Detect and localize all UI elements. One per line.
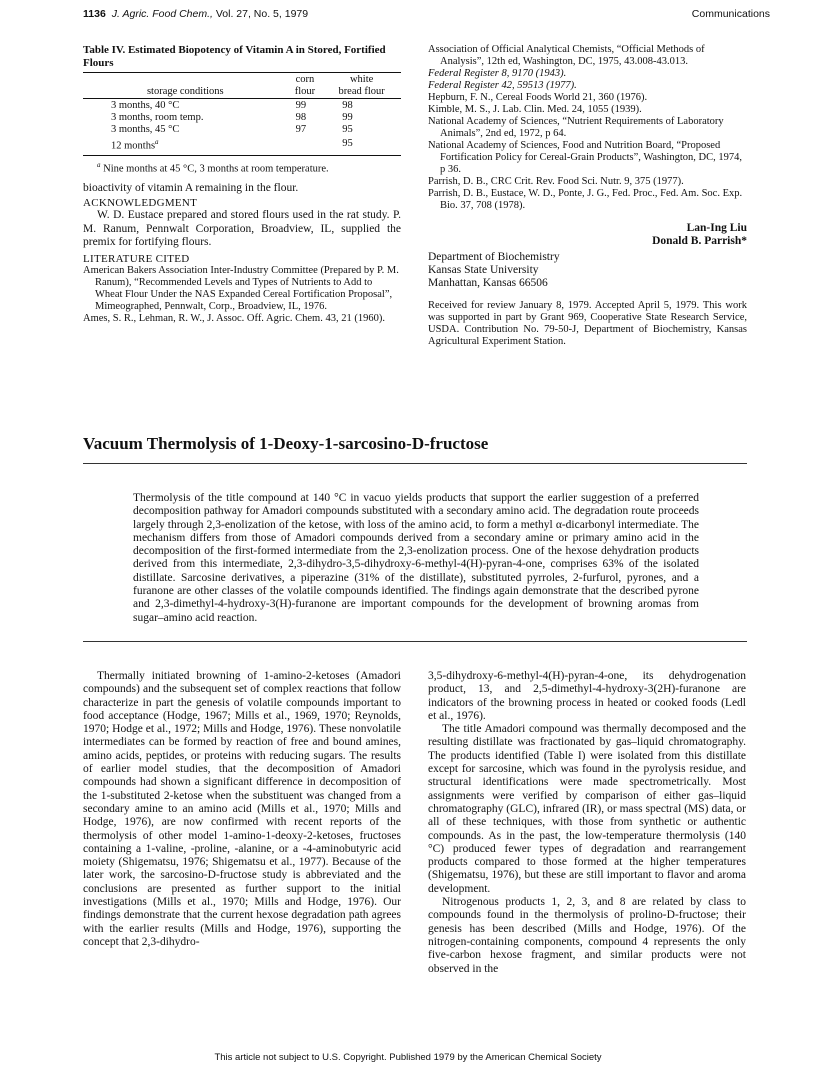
- abstract: Thermolysis of the title compound at 140 °C in vacuo yields products that support the earlier suggestion of a preferred decomposition pathway for Amadori compounds substituted with a secondary amino acid. The degradation route proceeds largely through 2,3-enolization of the ketose, with loss of the amino acid, to form a methyl α-dicarbonyl intermediate. The mechanism differs from those of Amadori compounds derived from a secondary amine or primary amino acid in the decomposition of the first-formed intermediate from the 2,3-enolization process. One of the hexose dehydration products derived from this intermediate, 2,3-dihydro-3,5-dihydroxy-6-methyl-4(H)-pyran-4-one, comprises 63% of the isolated distillate. Sarcosine derivatives, a piperazine (31% of the distillate), substituted pyrroles, 2-furfurol, pyrones, and a furanone are other classes of the volatile compounds identified. The findings again demonstrate that the described pyrone and 2,3-dimethyl-4-hydroxy-3(H)-furanone are important compounds for the development of browning aromas from sugar–amino acid reaction.: [133, 492, 699, 624]
- reference-item: Parrish, D. B., Eustace, W. D., Ponte, J. G., Fed. Proc., Fed. Am. Soc. Exp. Bio. 37, 708 (1978).: [428, 188, 743, 211]
- table-row: 3 months, room temp. 98 99: [111, 112, 353, 123]
- col-corn-2: flour: [294, 86, 316, 97]
- reference-item: American Bakers Association Inter-Industry Committee (Prepared by P. M. Ranum), “Recommended Levels and Types of Nutrients to Add to Wheat Flour Under the NAS Expanded Cereal Fortification Proposal”, Mimeographed, Pennwalt, Corp., Broadview, IL, 1976.: [83, 264, 399, 312]
- body-left-column: [83, 670, 401, 949]
- author-name: Donald B. Parrish*: [652, 235, 747, 247]
- running-header: [83, 8, 770, 28]
- col-corn-1: corn: [295, 74, 315, 85]
- article-title: Vacuum Thermolysis of 1-Deoxy-1-sarcosino-D-fructose: [83, 434, 489, 453]
- body-paragraph: Thermally initiated browning of 1-amino-2-ketoses (Amadori compounds) and the subsequent set of complex reactions that follow characterize in part the genesis of volatile compounds important to food acceptance (Hodge, 1967; Mills et al., 1969, 1970; Reynolds, 1970; Hodge et al., 1972; Mills and Hodge, 1976). These nonvolatile intermediates can be formed by reaction of free and bound amines, amino acids, peptides, or proteins with reducing sugars. The results of earlier model studies, that the decomposition of Amadori compounds had shown a significant difference in decomposition of the 1-substituted 2-ketose when the substituent was changed from a secondary amine to an amino acid (Mills et al., 1970; Mills and Hodge, 1976), are now confirmed with recent reports of the thermolysis of other model 1-amino-1-deoxy-2-ketoses, fructoses containing a 1-valine, -proline, -alanine, or a -4-aminobutyric acid moiety (Shigematsu, 1976; Shigematsu et al., 1977). Because of the later work, the sarcosino-D-fructose study is abbreviated and the conclusions are presented as further support to the initial investigations (Mills et al., 1970; Mills and Hodge, 1976). Our findings demonstrate that the current hexose degradation path agrees with the earlier results (Mills and Hodge, 1976), supporting the concept that 2,3-dihydro-: [83, 670, 401, 948]
- table-footnote: $^a$ Nine months at 45 °C, 3 months at room temperature.: [97, 160, 329, 174]
- body-paragraph: 3,5-dihydroxy-6-methyl-4(H)-pyran-4-one, its dehydrogenation product, 13, and 2,5-dimethyl-4-hydroxy-3(2H)-furanone are indicators of the browning process in heated or cooked foods (Ledl et al., 1976).: [428, 670, 746, 722]
- author-name: Lan-Ing Liu: [686, 222, 747, 234]
- author-list: [428, 222, 747, 248]
- col-storage: storage conditions: [146, 86, 224, 97]
- received-note: Received for review January 8, 1979. Accepted April 5, 1979. This work was supported in part by Grant 969, Cooperative State Research Service, USDA. Contribution No. 79-50-J, Department of Biochemistry, Kansas Agricultural Experiment Station.: [428, 300, 747, 347]
- right-column: [428, 44, 747, 348]
- page-number: 1136: [83, 8, 106, 20]
- reference-item: Parrish, D. B., CRC Crit. Rev. Food Sci. Nutr. 9, 375 (1977).: [428, 176, 684, 187]
- volume-info: Vol. 27, No. 5, 1979: [215, 8, 309, 20]
- body-paragraph: The title Amadori compound was thermally decomposed and the resulting distillate was fractionated by gas–liquid chromatography. The products identified (Table I) were isolated from this distillate except for sarcosine, which was found in the pyrolysis residue, and structural identifications were made spectrometrically. Most assignments were verified by comparison of either gas–liquid chromatography (GLC), infrared (IR), or mass spectral (MS) data, or all of these techniques, with those from synthetic or authentic compounds. As in the past, the low-temperature thermolysis (140 °C) produced fewer types of degradation and rearrangement products compared to those formed at the higher temperatures (Shigematsu, 1976), but these are still important to flavor and aroma development.: [428, 723, 746, 895]
- ack-heading: ACKNOWLEDGMENT: [83, 197, 198, 210]
- divider: [83, 463, 747, 464]
- reference-item: National Academy of Sciences, Food and Nutrition Board, “Proposed Fortification Policy for Cereal-Grain Products”, Washington, DC, 1974, p 36.: [428, 140, 742, 175]
- table-caption: Table IV. Estimated Biopotency of Vitamin A in Stored, Fortified Flours: [83, 44, 386, 69]
- reference-item: Federal Register 42, 59513 (1977).: [428, 80, 577, 91]
- body-right-column: [428, 670, 746, 976]
- reference-item: Hepburn, F. N., Cereal Foods World 21, 360 (1976).: [428, 92, 648, 103]
- copyright-footer: This article not subject to U.S. Copyright. Published 1979 by the American Chemical Society: [214, 1052, 602, 1063]
- col-white-2: bread flour: [338, 86, 385, 97]
- reference-item: Ames, S. R., Lehman, R. W., J. Assoc. Off. Agric. Chem. 43, 21 (1960).: [83, 312, 385, 324]
- divider: [83, 641, 747, 642]
- reference-item: National Academy of Sciences, “Nutrient Requirements of Laboratory Animals”, 2nd ed, 1972, p 64.: [428, 116, 724, 139]
- ack-body: W. D. Eustace prepared and stored flours used in the rat study. P. M. Ranum, Pennwalt Corporation, Broadview, IL, supplied the premix for fortifying flours.: [83, 209, 401, 249]
- table-row: 3 months, 45 °C 97 95: [111, 124, 353, 135]
- section-label: Communications: [691, 8, 770, 20]
- literature-heading: LITERATURE CITED: [83, 252, 190, 265]
- reference-item: Federal Register 8, 9170 (1943).: [428, 68, 567, 79]
- vitamin-table: [83, 72, 401, 156]
- row-mark: a: [155, 138, 159, 146]
- col-white-1: white: [349, 74, 374, 85]
- affiliation: Department of Biochemistry Kansas State University Manhattan, Kansas 66506: [428, 251, 560, 289]
- table-row: 3 months, 40 °C 99 98: [83, 99, 401, 113]
- body-paragraph: Nitrogenous products 1, 2, 3, and 8 are related by class to compounds found in the thermolysis of prolino-D-fructose; their genesis has been described (Mills and Hodge, 1976). Of the nitrogen-containing components, compound 4 represents the only five-carbon hexose fragment, and similar products were not observed in the: [428, 896, 746, 975]
- reference-item: Association of Official Analytical Chemists, “Official Methods of Analysis”, 12th ed, Washington, DC, 1975, 43.008-43.013.: [428, 44, 705, 67]
- bioactivity-text: bioactivity of vitamin A remaining in the flour.: [83, 182, 299, 194]
- table-row: 12 months$^a$ 95: [83, 136, 401, 155]
- journal-name: J. Agric. Food Chem.,: [111, 8, 213, 20]
- left-column: [83, 44, 401, 325]
- reference-item: Kimble, M. S., J. Lab. Clin. Med. 24, 1055 (1939).: [428, 104, 642, 115]
